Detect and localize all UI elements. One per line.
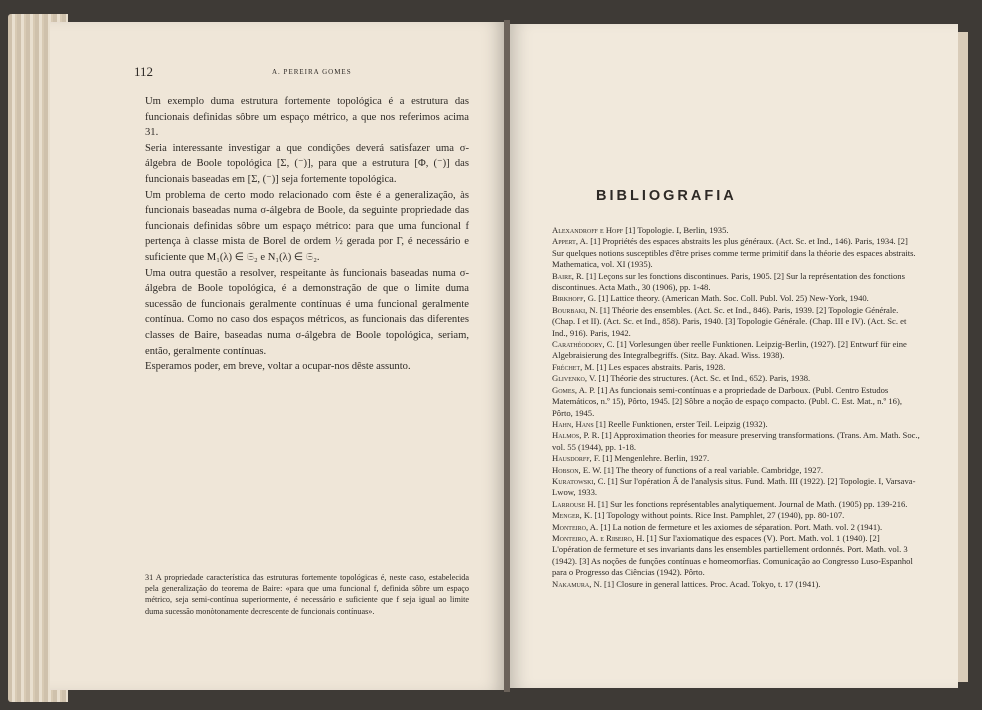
bib-entry <box>552 522 920 533</box>
bib-author: Kuratowski, C. <box>552 475 606 486</box>
bib-text: [1] Sur l'axiomatique des espaces (V). Port. Math. vol. 1 (1940). [2] L'opération de fermeture et ses invariants dans les ensembles partiellement ordonnés. Port. Math. vol. 3 (1942). [3] As noções de funções contínuas e homeomorfias. Comunicação ao Congresso Luso-Espanhol para o Progresso das Ciências (1942). Pôrto. <box>552 532 913 578</box>
bib-entry <box>552 476 920 499</box>
bib-entry <box>552 465 920 476</box>
bib-author: Hausdorff, F. <box>552 453 601 464</box>
bib-author: Larrouse H. <box>552 498 596 509</box>
running-head: A. PEREIRA GOMES <box>272 68 352 76</box>
bib-author: Carathéodory, C. <box>552 339 615 350</box>
bib-text: [1] Reelle Funktionen, erster Teil. Leipzig (1932). <box>595 418 768 429</box>
paragraph: Um problema de certo modo relacionado com êste é a generalização, às funcionais baseadas numa σ-álgebra de Boole, da seguinte propriedade das funcionais definidas sôbre um espaço métrico: para que uma funcional f pertença à classe mista de Borel de ordem ½ gerada por Γ, é necessário e suficiente que M₁(λ) ∈ 𝔖₂ e N₁(λ) ∈ 𝔖₂. <box>145 189 469 263</box>
right-page-edge <box>958 32 968 682</box>
bib-author: Monteiro, A. e Ribeiro, H. <box>552 532 645 543</box>
bib-entry <box>552 419 920 430</box>
bib-text: [1] Closure in general lattices. Proc. Acad. Tokyo, t. 17 (1941). <box>604 578 821 589</box>
bib-entry <box>552 385 920 419</box>
bib-text: [1] Leçons sur les fonctions discontinues. Paris, 1905. [2] Sur la représentation des fonctions discontinues. Acta Math., 30 (1906), pp. 1-48. <box>552 270 905 293</box>
bib-author: Appert, A. <box>552 236 589 247</box>
bib-author: Glivenko, V. <box>552 373 597 384</box>
bib-entry <box>552 293 920 304</box>
bib-author: Nakamura, N. <box>552 578 602 589</box>
bib-entry <box>552 305 920 339</box>
footnote: 31 A propriedade característica das estruturas fortemente topológicas é, neste caso, estabelecida pela generalização do teorema de Baire: «para que uma funcional f, definida sôbre um espaço métrico, seja semi-contínua superiormente, é necessário e suficiente que f seja igual ao limite duma sucessão monòtonamente decrescente de funcionais contínuas». <box>145 573 469 616</box>
bib-text: [1] The theory of functions of a real variable. Cambridge, 1927. <box>603 464 824 475</box>
paragraph: Esperamos poder, em breve, voltar a ocupar-nos dêste assunto. <box>145 361 411 373</box>
bib-text: [1] Les espaces abstraits. Paris, 1928. <box>596 361 726 372</box>
bib-text: [1] Théorie des ensembles. (Act. Sc. et Ind., 846). Paris, 1939. [2] Topologie Générale. (Chap. I et II). (Act. Sc. et Ind., 858). Paris, 1940. [3] Topologie Générale. (Chap. III e IV). (Act. Sc. et Ind., 916). Paris, 1942. <box>552 304 907 338</box>
bib-author: Menger, K. <box>552 510 593 521</box>
bib-author: Halmos, P. R. <box>552 430 600 441</box>
bib-author: Birkhoff, G. <box>552 293 597 304</box>
bib-entry <box>552 362 920 373</box>
bib-text: [1] As funcionais semi-contínuas e a propriedade de Darboux. (Publ. Centro Estudos Matemáticos, n.º 15), Pôrto, 1945. [2] Sôbre a noção de espaço compacto. (Publ. C. Est. Mat., n.º 16), Pôrto, 1945. <box>552 384 902 418</box>
bib-text: [1] Théorie des structures. (Act. Sc. et Ind., 652). Paris, 1938. <box>598 373 811 384</box>
bib-entry <box>552 373 920 384</box>
bib-author: Baire, R. <box>552 270 584 281</box>
bib-text: [1] Vorlesungen über reelle Funktionen. Leipzig-Berlin, (1927). [2] Entwurf für eine Algebraisierung des Integralbegriffs. (Sitz. Bay. Akad. Wiss. 1938). <box>552 339 907 361</box>
bib-author: Hobson, E. W. <box>552 464 602 475</box>
paragraph: Seria interessante investigar a que condições deverá satisfazer uma σ-álgebra de Boole topológica [Σ, (⁻)], para que a estrutura [Φ, (⁻)] das funcionais baseadas em [Σ, (⁻)] seja fortemente topológica. <box>145 142 469 185</box>
bib-text: [1] Sur les fonctions représentables analytiquement. Journal de Math. (1905) pp. 139-216. <box>597 498 908 509</box>
bib-author: Hahn, Hans <box>552 418 594 429</box>
bib-entry <box>552 339 920 362</box>
bib-text: [1] Approximation theories for measure preserving transformations. (Trans. Am. Math. Soc., vol. 55 (1944), pp. 1-18. <box>552 430 920 452</box>
bib-entry <box>552 533 920 579</box>
bib-entry <box>552 430 920 453</box>
bibliography-list <box>552 225 920 590</box>
page-number: 112 <box>134 64 154 79</box>
bib-text: [1] Topology without points. Rice Inst. Pamphlet, 27 (1940), pp. 80-107. <box>594 510 845 521</box>
bib-entry <box>552 236 920 270</box>
bib-author: Gomes, A. P. <box>552 384 596 395</box>
bib-text: [1] Topologie. I, Berlin, 1935. <box>625 225 729 235</box>
paragraph: Um exemplo duma estrutura fortemente topológica é a estrutura das funcionais definidas sôbre um espaço métrico, a que nos referimos acima 31. <box>145 96 469 139</box>
left-body-text <box>145 94 469 375</box>
bib-text: [1] Propriétés des espaces abstraits les plus généraux. (Act. Sc. et Ind., 146). Paris, 1934. [2] Sur quelques notions susceptibles d'être prises comme terme primitif dans la théorie des espaces abstraits. Mathematica, vol. XI (1935). <box>552 236 916 270</box>
bib-entry <box>552 271 920 294</box>
bib-entry <box>552 510 920 521</box>
bib-text: [1] Sur l'opération Ā de l'analysis situs. Fund. Math. III (1922). [2] Topologie. I, Varsava-Lwow, 1933. <box>552 475 916 498</box>
bib-entry <box>552 453 920 464</box>
bib-entry <box>552 579 920 590</box>
bib-entry <box>552 225 920 236</box>
bib-entry <box>552 499 920 510</box>
bib-author: Monteiro, A. <box>552 521 599 532</box>
bib-author: Alexandroff e Hopf <box>552 225 624 235</box>
bib-text: [1] Mengenlehre. Berlin, 1927. <box>602 453 710 464</box>
bib-author: Fréchet, M. <box>552 361 595 372</box>
bibliography-title: BIBLIOGRAFIA <box>596 188 737 204</box>
bib-text: [1] Lattice theory. (American Math. Soc. Coll. Publ. Vol. 25) New-York, 1940. <box>598 293 869 304</box>
bib-author: Bourbaki, N. <box>552 304 598 315</box>
paragraph: Uma outra questão a resolver, respeitante às funcionais baseadas numa σ-álgebra de Boole topológica, é a demonstração de que o limite duma sucessão de funcionais geralmente contínuas é uma funcional geralmente contínua. Como no caso dos espaços métricos, as funcionais das diferentes classes de Baire, baseadas numa σ-álgebra de Boole topológica, seriam, então, geralmente contínuas. <box>145 267 469 357</box>
bib-text: [1] La notion de fermeture et les axiomes de séparation. Port. Math. vol. 2 (1941). <box>600 521 883 532</box>
